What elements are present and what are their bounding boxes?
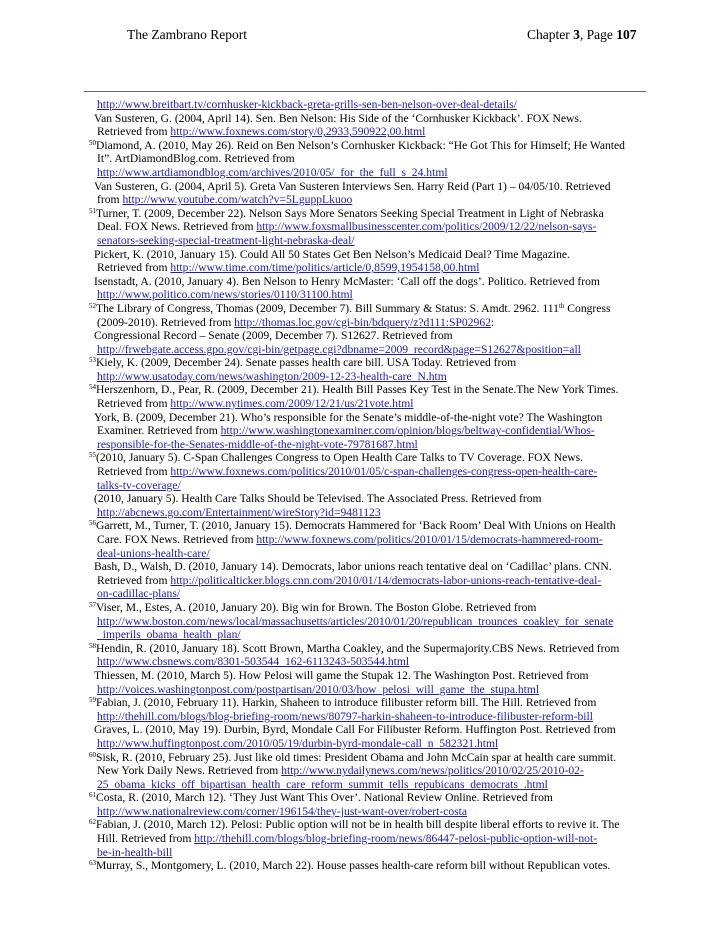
reference-text: Costa, R. (2010, March 12). ‘They Just Want This Over’. National Review Online. Retrieved from bbox=[96, 791, 553, 805]
endnote-line bbox=[84, 560, 649, 574]
reference-text: New York Daily News. Retrieved from bbox=[97, 764, 282, 778]
endnote-line bbox=[84, 778, 649, 792]
header-rule bbox=[84, 91, 646, 92]
reference-link[interactable]: http://www.huffingtonpost.com/2010/05/19/durbin-byrd-mondale-call_n_582321.html bbox=[97, 736, 499, 750]
endnote-line bbox=[84, 166, 649, 180]
reference-link[interactable]: http://www.boston.com/news/local/massachusetts/articles/2010/01/20/republican_trounces_coakley_for_senate bbox=[97, 614, 614, 628]
endnote-58 bbox=[84, 642, 649, 656]
reference-text: Fabian, J. (2010, March 12). Pelosi: Public option will not be in health bill despite liberal efforts to revive it. The bbox=[96, 818, 620, 832]
reference-text: The Library of Congress, Thomas (2009, December 7). Bill Summary & Status: S. Amdt. 2962. 111 bbox=[96, 301, 559, 315]
endnote-55 bbox=[84, 451, 649, 465]
reference-text: Fabian, J. (2010, February 11). Harkin, Shaheen to introduce filibuster reform bill. The Hill. Retrieved from bbox=[96, 696, 597, 710]
endnote-56 bbox=[84, 519, 649, 533]
endnote-line bbox=[84, 275, 649, 289]
reference-text: Van Susteren, G. (2004, April 5). Greta Van Susteren Interviews Sen. Harry Reid (Part 1) – 04/05/10. Retrieved bbox=[94, 179, 611, 193]
endnote-line bbox=[84, 112, 649, 126]
reference-link[interactable]: http://abcnews.go.com/Entertainment/wireStory?id=9481123 bbox=[97, 505, 381, 519]
reference-link[interactable]: responsible-for-the-Senates-middle-of-the-night-vote-79781687.html bbox=[97, 437, 418, 451]
endnote-line bbox=[84, 832, 649, 846]
endnote-line bbox=[84, 220, 649, 234]
reference-link[interactable]: http://thehill.com/blogs/blog-briefing-room/news/86447-pelosi-public-option-will-not- bbox=[194, 832, 598, 846]
endnote-line bbox=[84, 248, 649, 262]
reference-text: Retrieved from bbox=[97, 465, 171, 479]
endnote-number: 61 bbox=[89, 791, 96, 800]
reference-text: Hill. Retrieved from bbox=[97, 832, 195, 846]
endnote-number: 52 bbox=[89, 301, 96, 310]
endnote-line bbox=[84, 316, 649, 330]
reference-link[interactable]: talks-tv-coverage/ bbox=[97, 478, 181, 492]
endnote-54 bbox=[84, 383, 649, 397]
endnote-line bbox=[84, 723, 649, 737]
reference-text: Retrieved from bbox=[97, 261, 171, 275]
endnote-line bbox=[84, 152, 649, 166]
endnote-line bbox=[84, 615, 649, 629]
reference-link[interactable]: http://www.foxnews.com/politics/2010/01/05/c-span-challenges-congress-open-health-care- bbox=[170, 465, 598, 479]
page-prefix: , Page bbox=[579, 27, 617, 42]
endnote-number: 55 bbox=[89, 451, 96, 460]
reference-link[interactable]: http://www.nationalreview.com/corner/196154/they-just-want-over/robert-costa bbox=[97, 804, 468, 818]
reference-text: Thiessen, M. (2010, March 5). How Pelosi will game the Stupak 12. The Washington Post. Retrieved from bbox=[94, 668, 589, 682]
endnote-line bbox=[84, 710, 649, 724]
endnote-line bbox=[84, 737, 649, 751]
chapter-number: 3 bbox=[573, 27, 580, 42]
reference-text: Care. FOX News. Retrieved from bbox=[97, 533, 257, 546]
reference-text: Diamond, A. (2010, May 26). Reid on Ben Nelson’s Cornhusker Kickback: “He Got This for Himself; He Wanted bbox=[96, 138, 625, 152]
reference-text: Herszenhorn, D., Pear, R. (2009, December 21). Health Bill Passes Key Test in the Senate.The New York Times. bbox=[96, 383, 619, 397]
reference-text: It”. ArtDiamondBlog.com. Retrieved from bbox=[97, 152, 295, 166]
reference-link[interactable]: http://www.foxnews.com/story/0,2933,590922,00.html bbox=[170, 125, 426, 139]
endnote-number: 57 bbox=[89, 600, 96, 609]
reference-text: (2010, January 5). Health Care Talks Should be Televised. The Associated Press. Retrieved from bbox=[94, 492, 542, 506]
endnote-line bbox=[84, 98, 649, 112]
endnote-line bbox=[84, 587, 649, 601]
reference-text: Deal. FOX News. Retrieved from bbox=[97, 220, 257, 234]
report-title: The Zambrano Report bbox=[127, 27, 247, 42]
reference-link[interactable]: http://www.artdiamondblog.com/archives/2010/05/_for_the_full_s_24.html bbox=[97, 165, 448, 179]
endnote-53 bbox=[84, 356, 649, 370]
reference-text: Isenstadt, A. (2010, January 4). Ben Nelson to Henry McMaster: ‘Call off the dogs’. Politico. Retrieved from bbox=[94, 274, 600, 288]
endnote-59 bbox=[84, 696, 649, 710]
endnote-line bbox=[84, 343, 649, 357]
reference-link[interactable]: http://www.time.com/time/politics/article/0,8599,1954158,00.html bbox=[170, 261, 480, 275]
endnote-line bbox=[84, 764, 649, 778]
reference-text: Retrieved from bbox=[97, 573, 171, 587]
reference-text: Garrett, M., Turner, T. (2010, January 15). Democrats Hammered for ‘Back Room’ Deal With Unions on Health bbox=[96, 519, 616, 533]
reference-link[interactable]: http://thehill.com/blogs/blog-briefing-room/news/80797-harkin-shaheen-to-introduce-filibuster-reform-bill bbox=[97, 709, 593, 723]
endnote-line bbox=[84, 370, 649, 384]
reference-text: from bbox=[97, 193, 123, 207]
page-header bbox=[0, 27, 728, 45]
reference-link[interactable]: http://politicalticker.blogs.cnn.com/2010/01/14/democrats-labor-unions-reach-tentative-deal- bbox=[170, 573, 602, 587]
endnote-60 bbox=[84, 751, 649, 765]
endnote-number: 60 bbox=[89, 750, 96, 759]
endnote-line bbox=[84, 180, 649, 194]
endnote-line bbox=[84, 533, 649, 547]
endnote-number: 51 bbox=[89, 206, 96, 215]
reference-link[interactable]: http://www.nytimes.com/2009/12/21/us/21vote.html bbox=[170, 397, 414, 411]
reference-text: Bash, D., Walsh, D. (2010, January 14). Democrats, labor unions reach tentative deal on ‘Cadillac’ plans. CNN. bbox=[94, 560, 612, 574]
endnote-number: 59 bbox=[89, 696, 96, 705]
endnote-62 bbox=[84, 818, 649, 832]
endnote-line bbox=[84, 411, 649, 425]
reference-link[interactable]: http://www.foxnews.com/politics/2010/01/15/democrats-hammered-room- bbox=[256, 533, 603, 546]
reference-text: Sisk, R. (2010, February 25). Just like old times: President Obama and John McCain spar at health care summit. bbox=[96, 750, 617, 764]
reference-link[interactable]: http://www.breitbart.tv/cornhusker-kickback-greta-grills-sen-ben-nelson-over-deal-details/ bbox=[97, 98, 517, 111]
reference-text: : bbox=[490, 315, 495, 329]
endnote-line bbox=[84, 846, 649, 860]
endnote-63 bbox=[84, 859, 649, 873]
endnote-57 bbox=[84, 601, 649, 615]
page-number: 107 bbox=[616, 27, 637, 42]
endnote-line bbox=[84, 479, 649, 493]
reference-link[interactable]: http://www.usatoday.com/news/washington/2009-12-23-health-care_N.htm bbox=[97, 369, 447, 383]
endnote-line bbox=[84, 805, 649, 819]
endnote-line bbox=[84, 438, 649, 452]
endnote-61 bbox=[84, 791, 649, 805]
endnote-number: 53 bbox=[89, 356, 96, 365]
reference-link[interactable]: senators-seeking-special-treatment-light-nebraska-deal/ bbox=[97, 233, 355, 247]
reference-text: Retrieved from bbox=[97, 397, 171, 411]
reference-text: Hendin, R. (2010, January 18). Scott Brown, Martha Coakley, and the Supermajority.CBS News. Retrieved from bbox=[96, 641, 620, 655]
endnote-line bbox=[84, 574, 649, 588]
endnote-line bbox=[84, 234, 649, 248]
reference-link[interactable]: http://frwebgate.access.gpo.gov/cgi-bin/getpage.cgi?dbname=2009_record&page=S12627&position=all bbox=[97, 342, 581, 356]
endnote-number: 50 bbox=[89, 138, 96, 147]
endnote-line bbox=[84, 628, 649, 642]
reference-text: Kiely, K. (2009, December 24). Senate passes health care bill. USA Today. Retrieved from bbox=[96, 356, 517, 370]
endnote-line bbox=[84, 655, 649, 669]
reference-text: Retrieved from bbox=[97, 125, 171, 139]
reference-link[interactable]: http://www.foxsmallbusinesscenter.com/politics/2009/12/22/nelson-says- bbox=[256, 220, 597, 234]
reference-text: (2010, January 5). C-Span Challenges Congress to Open Health Care Talks to TV Coverage. FOX News. bbox=[96, 451, 584, 465]
endnote-line bbox=[84, 465, 649, 479]
reference-link[interactable]: http://www.cbsnews.com/8301-503544_162-6113243-503544.html bbox=[97, 655, 410, 669]
endnote-number: 62 bbox=[89, 818, 96, 827]
chapter-page-label bbox=[527, 27, 637, 43]
reference-text: Murray, S., Montgomery, L. (2010, March 22). House passes health-care reform bill without Republican votes. bbox=[96, 859, 611, 873]
reference-text: Viser, M., Estes, A. (2010, January 20). Big win for Brown. The Boston Globe. Retrieved from bbox=[96, 600, 537, 614]
endnote-line bbox=[84, 547, 649, 561]
endnote-line bbox=[84, 193, 649, 207]
endnote-51 bbox=[84, 207, 649, 221]
reference-text: Pickert, K. (2010, January 15). Could All 50 States Get Ben Nelson’s Medicaid Deal? Time Magazine. bbox=[94, 247, 570, 261]
superscript-text: th bbox=[558, 301, 565, 310]
endnote-line bbox=[84, 288, 649, 302]
endnote-number: 58 bbox=[89, 641, 96, 650]
endnote-52 bbox=[84, 302, 649, 316]
endnote-number: 56 bbox=[89, 519, 96, 528]
reference-link[interactable]: http://thomas.loc.gov/cgi-bin/bdquery/z?d111:SP02962 bbox=[234, 315, 491, 329]
endnote-line bbox=[84, 329, 649, 343]
reference-link[interactable]: deal-unions-health-care/ bbox=[97, 546, 210, 560]
reference-text: Congressional Record – Senate (2009, December 7). S12627. Retrieved from bbox=[94, 329, 453, 343]
reference-link[interactable]: 25_obama_kicks_off_bipartisan_health_care_reform_summit_tells_repubicans_democrats_.html bbox=[97, 777, 548, 791]
endnote-line bbox=[84, 424, 649, 438]
reference-link[interactable]: http://www.washingtonexaminer.com/opinion/blogs/beltway-confidential/Whos- bbox=[220, 424, 595, 438]
chapter-prefix: Chapter bbox=[527, 27, 574, 42]
endnote-line bbox=[84, 125, 649, 139]
reference-text: Van Susteren, G. (2004, April 14). Sen. Ben Nelson: His Side of the ‘Cornhusker Kickback’. FOX News. bbox=[94, 111, 582, 125]
reference-text: Congress bbox=[564, 301, 611, 315]
reference-link[interactable]: be-in-health-bill bbox=[97, 845, 173, 859]
reference-link[interactable]: _imperils_obama_health_plan/ bbox=[97, 628, 241, 642]
endnotes-list bbox=[84, 98, 649, 873]
endnote-line bbox=[84, 397, 649, 411]
endnote-line bbox=[84, 669, 649, 683]
reference-link[interactable]: http://www.politico.com/news/stories/0110/31100.html bbox=[97, 288, 353, 302]
endnote-number: 54 bbox=[89, 383, 96, 392]
reference-link[interactable]: http://www.nydailynews.com/news/politics/2010/02/25/2010-02- bbox=[281, 764, 584, 778]
reference-text: York, B. (2009, December 21). Who’s responsible for the Senate’s middle-of-the-night vote? The Washington bbox=[94, 410, 603, 424]
endnote-line bbox=[84, 506, 649, 520]
endnote-line bbox=[84, 261, 649, 275]
reference-text: Turner, T. (2009, December 22). Nelson Says More Senators Seeking Special Treatment in Light of Nebraska bbox=[96, 206, 604, 220]
reference-link[interactable]: http://voices.washingtonpost.com/postpartisan/2010/03/how_pelosi_will_game_the_stupa.html bbox=[97, 682, 540, 696]
reference-link[interactable]: on-cadillac-plans/ bbox=[97, 587, 181, 601]
reference-text: Graves, L. (2010, May 19). Durbin, Byrd, Mondale Call For Filibuster Reform. Huffington Post. Retrieved from bbox=[94, 723, 616, 737]
reference-text: (2009-2010). Retrieved from bbox=[97, 315, 235, 329]
reference-link[interactable]: http://www.youtube.com/watch?v=5LguppLkuoo bbox=[122, 193, 353, 207]
endnote-50 bbox=[84, 139, 649, 153]
reference-text: Examiner. Retrieved from bbox=[97, 424, 221, 438]
endnote-line bbox=[84, 683, 649, 697]
endnote-number: 63 bbox=[89, 859, 96, 868]
endnote-line bbox=[84, 492, 649, 506]
